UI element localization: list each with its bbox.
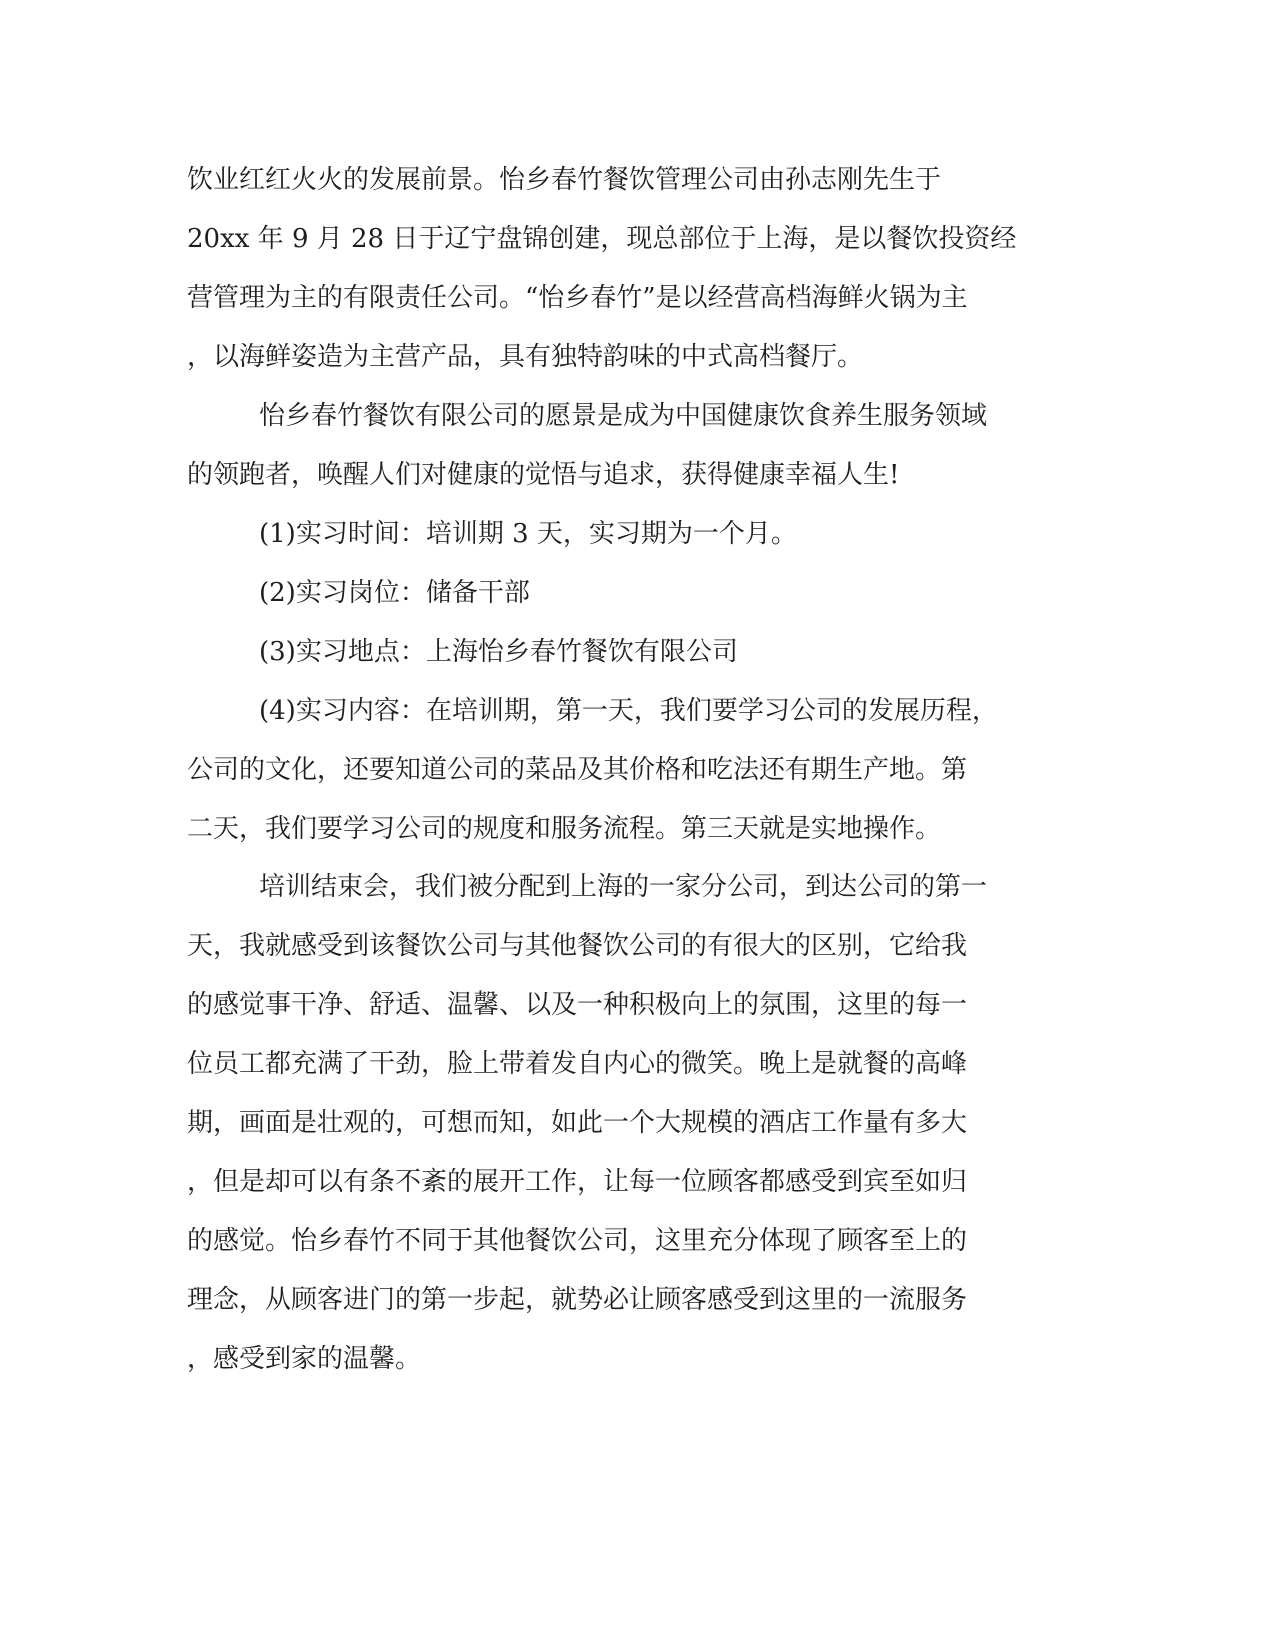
list-item-internship-content: (4)实习内容：在培训期，第一天，我们要学习公司的发展历程， [259,696,998,726]
text-line: 二天，我们要学习公司的规度和服务流程。第三天就是实地操作。 [187,814,942,844]
text-line: 20xx 年 9 月 28 日于辽宁盘锦创建，现总部位于上海，是以餐饮投资经 [187,224,1017,254]
text-line: 的领跑者，唤醒人们对健康的觉悟与追求，获得健康幸福人生! [187,460,900,490]
text-line: 营管理为主的有限责任公司。“怡乡春竹”是以经营高档海鲜火锅为主 [187,283,968,313]
paragraph-first-line: 怡乡春竹餐饮有限公司的愿景是成为中国健康饮食养生服务领域 [259,401,988,431]
text-line: 位员工都充满了干劲，脸上带着发自内心的微笑。晚上是就餐的高峰 [187,1049,968,1079]
text-line: ，感受到家的温馨。 [187,1344,422,1374]
list-item-internship-time: (1)实习时间：培训期 3 天，实习期为一个月。 [259,519,797,549]
text-line: ，以海鲜姿造为主营产品，具有独特韵味的中式高档餐厅。 [187,342,864,372]
text-line: 天，我就感受到该餐饮公司与其他餐饮公司的有很大的区别，它给我 [187,931,968,961]
list-item-internship-position: (2)实习岗位：储备干部 [259,578,530,608]
text-line: 期，画面是壮观的，可想而知，如此一个大规模的酒店工作量有多大 [187,1108,968,1138]
text-line: ，但是却可以有条不紊的展开工作，让每一位顾客都感受到宾至如归 [187,1167,968,1197]
text-line: 公司的文化，还要知道公司的菜品及其价格和吃法还有期生产地。第 [187,755,968,785]
text-line: 饮业红红火火的发展前景。怡乡春竹餐饮管理公司由孙志刚先生于 [187,165,942,195]
text-line: 的感觉事干净、舒适、温馨、以及一种积极向上的氛围，这里的每一 [187,990,968,1020]
text-line: 的感觉。怡乡春竹不同于其他餐饮公司，这里充分体现了顾客至上的 [187,1226,968,1256]
list-item-internship-location: (3)实习地点：上海怡乡春竹餐饮有限公司 [259,637,738,667]
text-line: 理念，从顾客进门的第一步起，就势必让顾客感受到这里的一流服务 [187,1285,968,1315]
paragraph-first-line: 培训结束会，我们被分配到上海的一家分公司，到达公司的第一 [259,872,988,902]
